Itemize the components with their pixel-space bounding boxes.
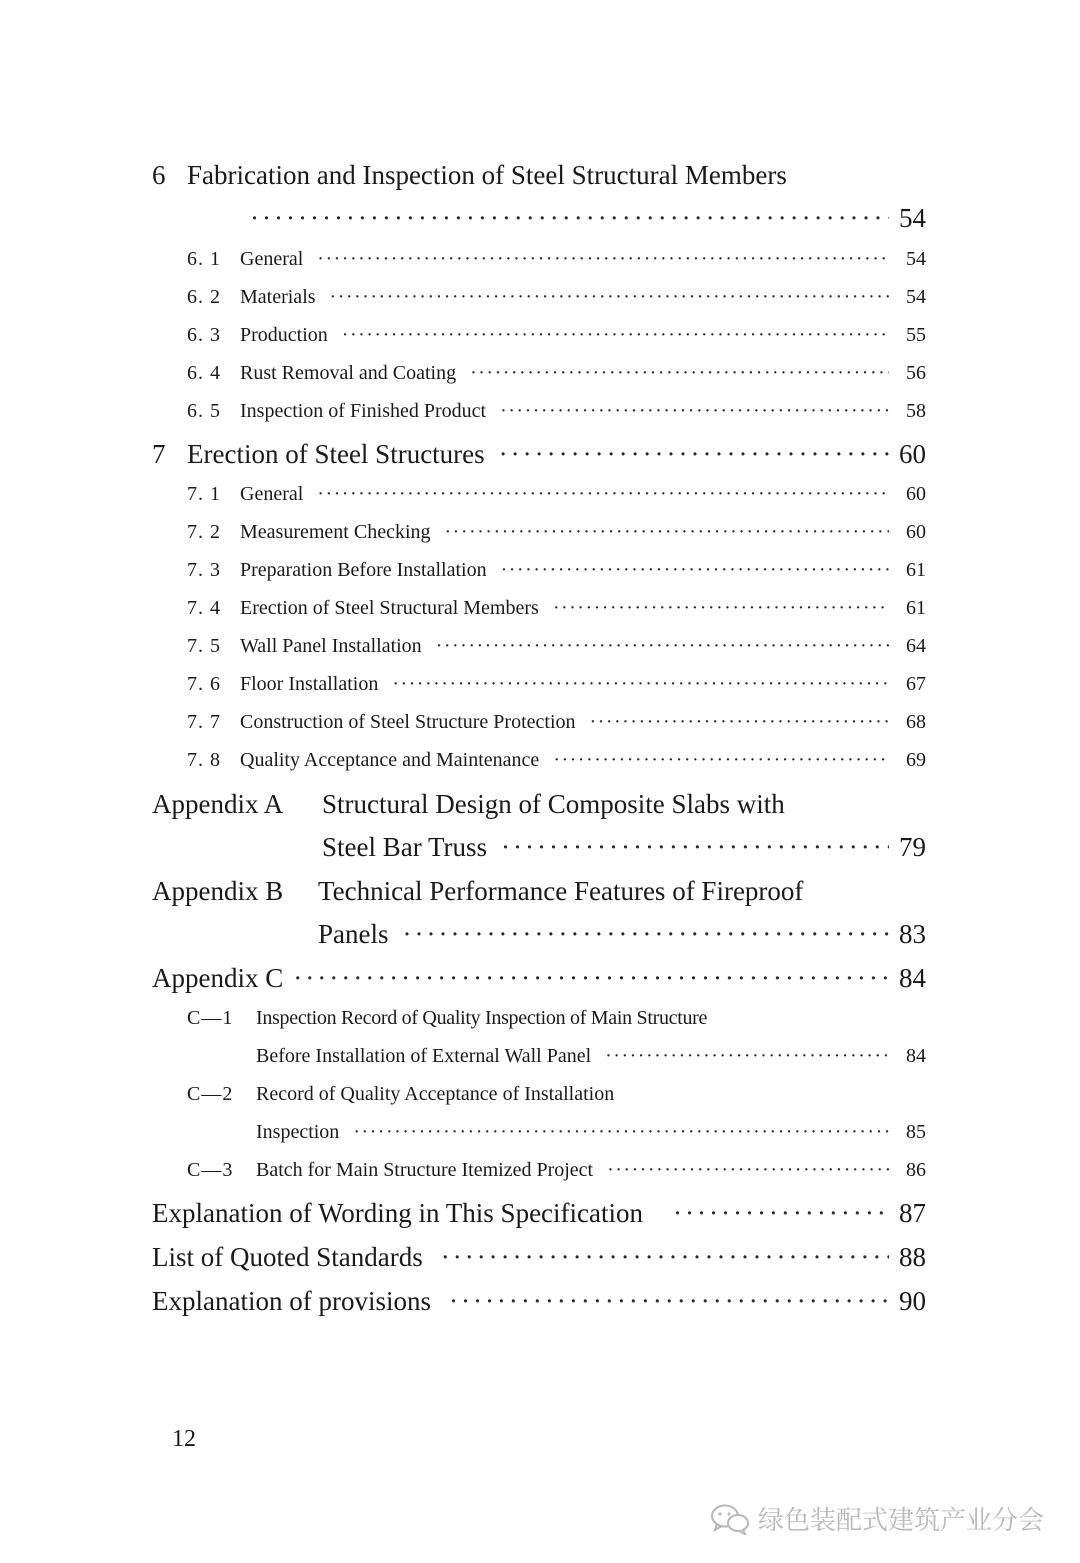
toc-title: Production — [240, 324, 328, 346]
toc-page-number: 84 — [906, 1045, 926, 1067]
dot-leader — [353, 1121, 889, 1144]
toc-entry-7-8: 7. 8 Quality Acceptance and Maintenance ····· 69 — [187, 749, 926, 772]
dot-leader — [553, 749, 889, 772]
toc-entry-6 — [152, 160, 926, 191]
dot-leader — [445, 521, 890, 544]
toc-entry-appendix-c — [152, 963, 926, 994]
toc-entry-appendix-a-line2 — [322, 832, 926, 863]
toc-title: Materials — [240, 286, 316, 308]
toc-entry-6-2: 6. 2 Materials ····· 54 — [187, 286, 926, 309]
toc-entry-6-1: 6. 1 General ····· 54 — [187, 248, 926, 271]
toc-title: Preparation Before Installation — [240, 559, 487, 581]
toc-page-number: 60 — [906, 521, 926, 543]
dot-leader — [403, 919, 890, 950]
toc-page-number: 61 — [906, 559, 926, 581]
dot-leader — [590, 711, 890, 734]
watermark — [710, 1500, 1044, 1537]
toc-title: Explanation of Wording in This Specification — [152, 1198, 643, 1228]
toc-entry-6-5: 6. 5 Inspection of Finished Product ····· 58 — [187, 400, 926, 423]
watermark-text: 绿色装配式建筑产业分会 — [757, 1506, 1044, 1536]
toc-entry-7-6: 7. 6 Floor Installation ····· 67 — [187, 673, 926, 696]
dot-leader — [392, 673, 889, 696]
toc-title: General — [240, 248, 304, 270]
toc-entry-7-2: 7. 2 Measurement Checking ····· 60 — [187, 521, 926, 544]
toc-number: 6 — [152, 160, 166, 190]
toc-title: Construction of Steel Structure Protection — [240, 711, 576, 733]
dot-leader — [317, 248, 889, 271]
toc-page-number: 61 — [906, 597, 926, 619]
dot-leader — [499, 439, 889, 470]
toc-entry-appendix-b — [152, 876, 926, 907]
wechat-icon — [710, 1503, 750, 1535]
toc-title: Before Installation of External Wall Panel — [256, 1045, 592, 1067]
toc-page-number: 67 — [906, 673, 926, 695]
toc-title: Batch for Main Structure Itemized Project — [256, 1159, 594, 1181]
toc-title: Inspection — [256, 1121, 340, 1143]
toc-entry-7-3: 7. 3 Preparation Before Installation ····· 61 — [187, 559, 926, 582]
dot-leader — [441, 1242, 889, 1273]
toc-title: Technical Performance Features of Fireproof — [318, 876, 804, 906]
dot-leader — [250, 203, 889, 234]
toc-entry-7-1: 7. 1 General ····· 60 — [187, 483, 926, 506]
dot-leader — [607, 1159, 889, 1182]
toc-title: General — [240, 483, 304, 505]
toc-page-number: 69 — [906, 749, 926, 771]
toc-entry-c3: C—3 Batch for Main Structure Itemized Project ····· 86 — [187, 1159, 926, 1182]
dot-leader — [342, 324, 889, 347]
dot-leader — [673, 1198, 889, 1229]
toc-title: Panels — [318, 919, 389, 949]
toc-page-number: 83 — [899, 919, 926, 949]
toc-page-number: 86 — [906, 1159, 926, 1181]
toc-title: Rust Removal and Coating — [240, 362, 457, 384]
toc-page-number: 88 — [899, 1242, 926, 1272]
toc-title: Wall Panel Installation — [240, 635, 422, 657]
toc-entry-7: 7 Erection of Steel Structures ····· 60 — [152, 439, 926, 470]
toc-page-number: 79 — [899, 832, 926, 862]
toc-entry-c2: C—2 Record of Quality Acceptance of Installation — [187, 1083, 615, 1105]
dot-leader — [330, 286, 889, 309]
toc-page-number: 85 — [906, 1121, 926, 1143]
toc-entry-appendix-a — [152, 789, 926, 820]
toc-page-number: 87 — [899, 1198, 926, 1228]
toc-page-number: 58 — [906, 400, 926, 422]
dot-leader — [553, 597, 889, 620]
toc-entry-7-5: 7. 5 Wall Panel Installation ····· 64 — [187, 635, 926, 658]
toc-entry-explanation-of-provisions — [152, 1286, 926, 1317]
dot-leader — [436, 635, 889, 658]
dot-leader — [605, 1045, 889, 1068]
dot-leader — [449, 1286, 889, 1317]
toc-entry-7-7: 7. 7 Construction of Steel Structure Protection ····· 68 — [187, 711, 926, 734]
toc-page-number: 60 — [899, 439, 926, 469]
toc-entry-7-4: 7. 4 Erection of Steel Structural Members ····· 61 — [187, 597, 926, 620]
toc-page-number: 56 — [906, 362, 926, 384]
toc-entry-6-3: 6. 3 Production ····· 55 — [187, 324, 926, 347]
toc-title: Erection of Steel Structural Members — [240, 597, 539, 619]
toc-page-number: 68 — [906, 711, 926, 733]
dot-leader — [317, 483, 889, 506]
toc-title: Measurement Checking — [240, 521, 431, 543]
toc-title: Inspection Record of Quality Inspection of Main Structure — [256, 1007, 708, 1029]
toc-entry-6-leader — [236, 203, 926, 234]
dot-leader — [501, 832, 889, 863]
dot-leader — [500, 400, 889, 423]
toc-entry-explanation-of-wording — [152, 1198, 926, 1229]
dot-leader — [501, 559, 889, 582]
toc-entry-c1: C—1 Inspection Record of Quality Inspection of Main Structure — [187, 1007, 708, 1029]
toc-page-number: 54 — [906, 248, 926, 270]
toc-title: Quality Acceptance and Maintenance — [240, 749, 540, 771]
toc-page-number: 84 — [899, 963, 926, 993]
toc-page-number: 60 — [906, 483, 926, 505]
toc-entry-c2-line2 — [256, 1121, 926, 1144]
toc-title: List of Quoted Standards — [152, 1242, 423, 1272]
appendix-label: Appendix C — [152, 963, 284, 993]
toc-page-number: 90 — [899, 1286, 926, 1316]
toc-entry-list-of-quoted-standards — [152, 1242, 926, 1273]
toc-title: Erection of Steel Structures — [187, 439, 485, 469]
appendix-label: Appendix B — [152, 876, 284, 906]
toc-title: Explanation of provisions — [152, 1286, 431, 1316]
toc-page-number: 54 — [906, 286, 926, 308]
page-number: 12 — [172, 1426, 196, 1452]
toc-title: Fabrication and Inspection of Steel Structural Members — [187, 160, 787, 190]
toc-entry-appendix-b-line2 — [318, 919, 926, 950]
toc-title: Steel Bar Truss — [322, 832, 488, 862]
toc-page-number: 64 — [906, 635, 926, 657]
dot-leader — [293, 963, 889, 994]
toc-title: Floor Installation — [240, 673, 379, 695]
toc-title: Structural Design of Composite Slabs with — [322, 789, 785, 819]
toc-page-number: 54 — [899, 203, 926, 233]
toc-entry-6-4: 6. 4 Rust Removal and Coating ····· 56 — [187, 362, 926, 385]
toc-title: Record of Quality Acceptance of Installation — [256, 1083, 615, 1105]
dot-leader — [470, 362, 889, 385]
toc-page-number: 55 — [906, 324, 926, 346]
toc-title: Inspection of Finished Product — [240, 400, 487, 422]
appendix-label: Appendix A — [152, 789, 284, 819]
toc-entry-c1-line2 — [256, 1045, 926, 1068]
